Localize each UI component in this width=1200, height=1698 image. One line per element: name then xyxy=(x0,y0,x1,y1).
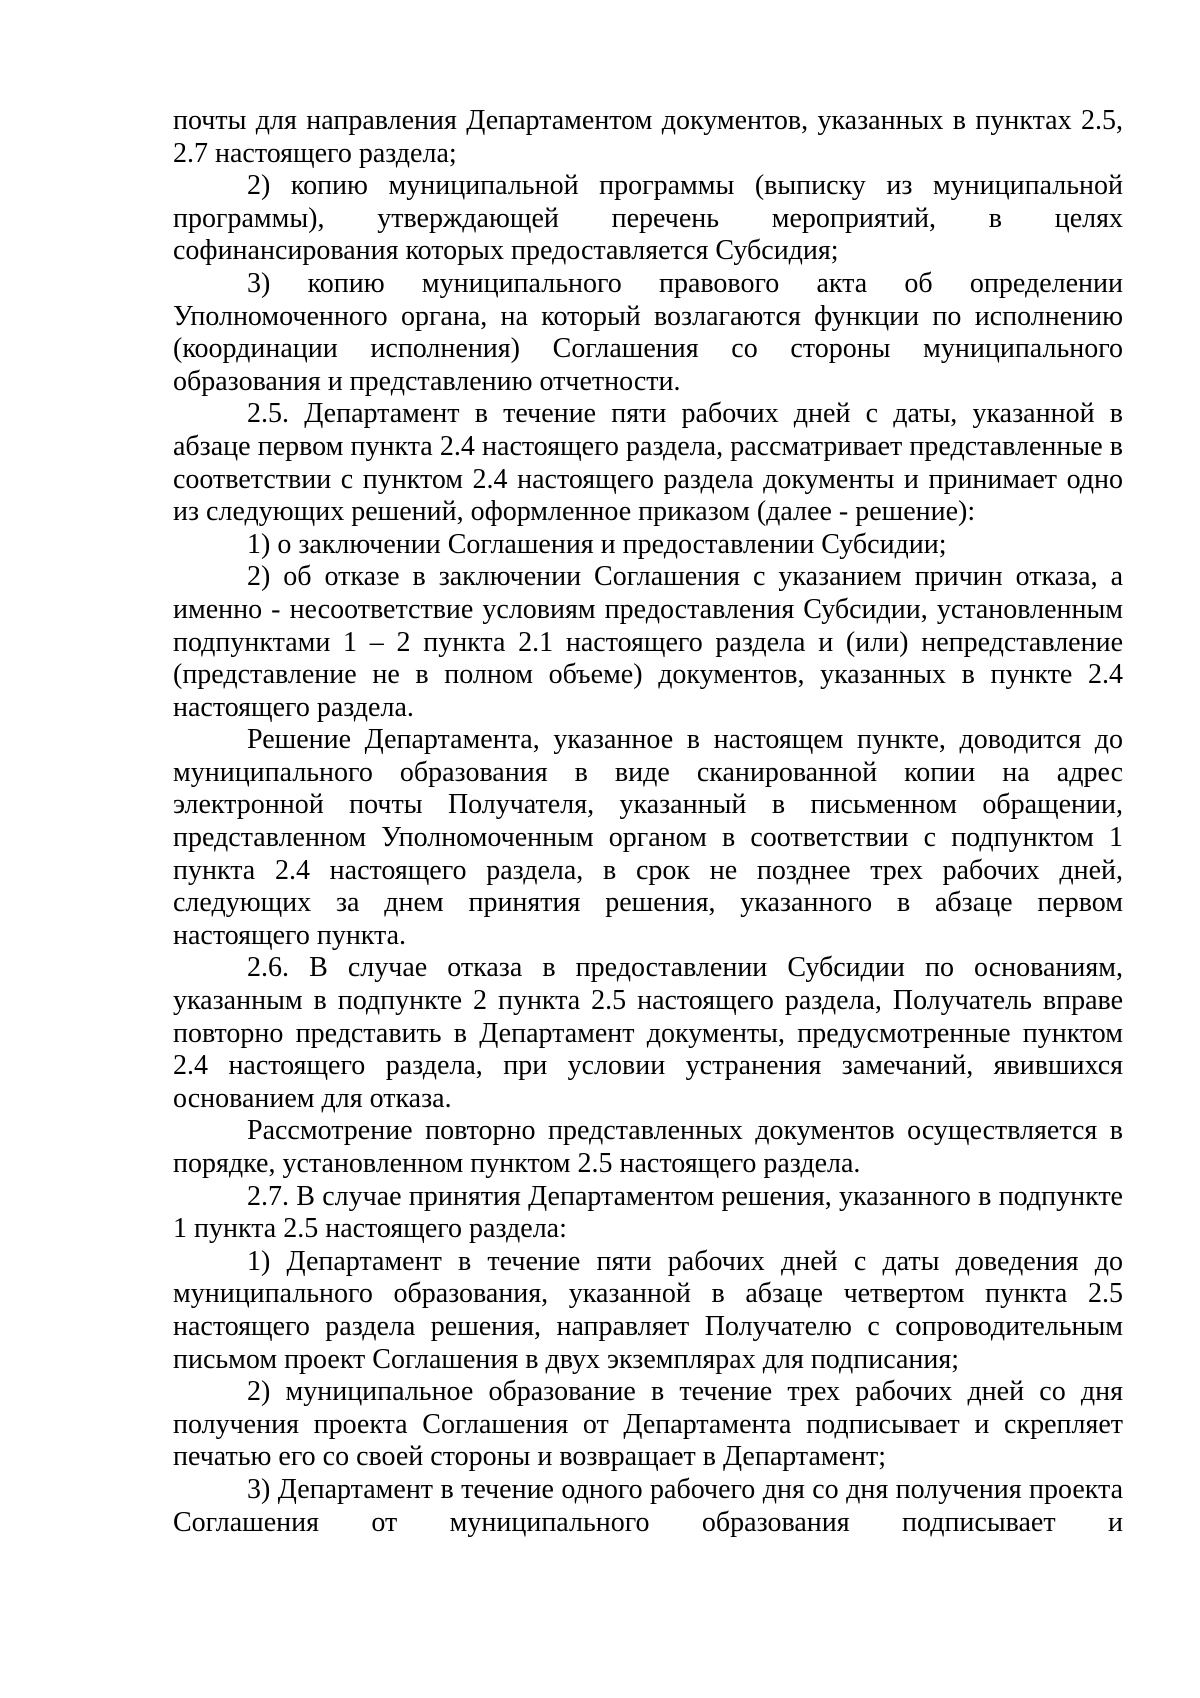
paragraph-email-continuation: почты для направления Департаментом документов, указанных в пунктах 2.5, 2.7 настоящего раздела; xyxy=(173,105,1123,169)
paragraph-decision-2-refusal: 2) об отказе в заключении Соглашения с указанием причин отказа, а именно - несоответствие условиям предоставления Субсидии, установленным подпунктами 1 – 2 пункта 2.1 настоящего раздела и (или) непредставление (представление не в полном объеме) документов, указанных в пункте 2.4 настоящего раздела. xyxy=(173,561,1123,723)
paragraph-resubmission-review: Рассмотрение повторно представленных документов осуществляется в порядке, установленном пунктом 2.5 настоящего раздела. xyxy=(173,1115,1123,1179)
paragraph-decision-notification: Решение Департамента, указанное в настоящем пункте, доводится до муниципального образования в виде сканированной копии на адрес электронной почты Получателя, указанный в письменном обращении, представленном Уполномоченным органом в соответствии с подпунктом 1 пункта 2.4 настоящего раздела, в срок не позднее трех рабочих дней, следующих за днем принятия решения, указанного в абзаце первом настоящего пункта. xyxy=(173,724,1123,951)
paragraph-2-7-item-1: 1) Департамент в течение пяти рабочих дней с даты доведения до муниципального образования, указанной в абзаце четвертом пункта 2.5 настоящего раздела решения, направляет Получателю с сопроводительным письмом проект Соглашения в двух экземплярах для подписания; xyxy=(173,1245,1123,1375)
paragraph-decision-1-conclusion: 1) о заключении Соглашения и предоставлении Субсидии; xyxy=(247,528,947,560)
paragraph-2-6-resubmission: 2.6. В случае отказа в предоставлении Субсидии по основаниям, указанным в подпункте 2 пункта 2.5 настоящего раздела, Получатель вправе повторно представить в Департамент документы, предусмотренные пунктом 2.4 настоящего раздела, при условии устранения замечаний, явившихся основанием для отказа. xyxy=(173,952,1123,1114)
paragraph-2-7-intro: 2.7. В случае принятия Департаментом решения, указанного в подпункте 1 пункта 2.5 настоящего раздела: xyxy=(173,1180,1123,1245)
paragraph-2-7-item-3: 3) Департамент в течение одного рабочего дня со дня получения проекта Соглашения от муниципального образования подписывает и xyxy=(173,1473,1123,1538)
paragraph-item-2-program-copy: 2) копию муниципальной программы (выписку из муниципальной программы), утверждающей перечень мероприятий, в целях софинансирования которых предоставляется Субсидия; xyxy=(173,170,1123,267)
document-page xyxy=(173,105,1123,1539)
paragraph-2-5-review: 2.5. Департамент в течение пяти рабочих дней с даты, указанной в абзаце первом пункта 2.4 настоящего раздела, рассматривает представленные в соответствии с пунктом 2.4 настоящего раздела документы и принимает одно из следующих решений, оформленное приказом (далее - решение): xyxy=(173,398,1123,528)
paragraph-item-3-legal-act-copy: 3) копию муниципального правового акта об определении Уполномоченного органа, на который возлагаются функции по исполнению (координации исполнения) Соглашения со стороны муниципального образования и представлению отчетности. xyxy=(173,267,1123,397)
paragraph-2-7-item-2: 2) муниципальное образование в течение трех рабочих дней со дня получения проекта Соглашения от Департамента подписывает и скрепляет печатью его со своей стороны и возвращает в Департамент; xyxy=(173,1376,1123,1473)
